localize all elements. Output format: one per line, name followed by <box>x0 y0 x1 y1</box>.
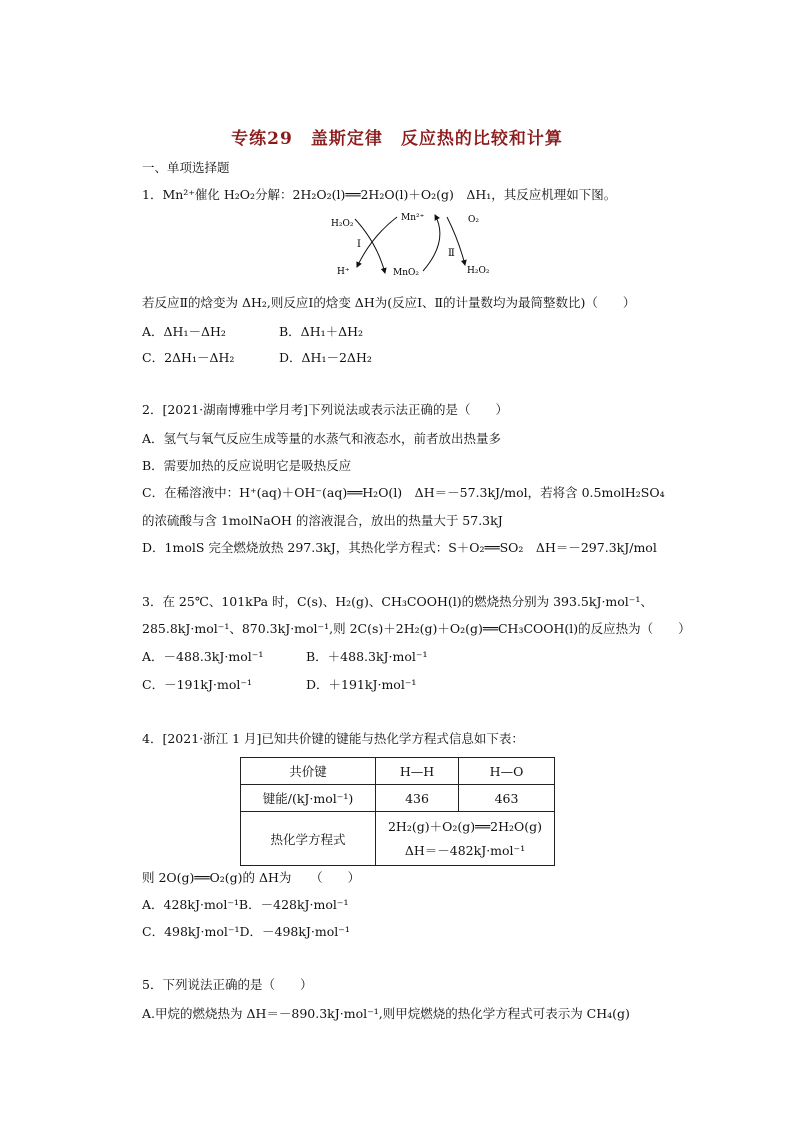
table-header-bond: 共价键 <box>241 758 376 785</box>
equation-line-2: ΔH＝－482kJ·mol⁻¹ <box>404 842 526 858</box>
label-mno2: MnO₂ <box>393 268 419 278</box>
section-heading: 一、单项选择题 <box>142 160 230 175</box>
q1-option-a: A．ΔH₁－ΔH₂ <box>142 324 226 339</box>
q4-stem: 4．[2021·浙江 1 月]已知共价键的键能与热化学方程式信息如下表： <box>142 731 524 746</box>
table-cell-equation <box>376 812 555 866</box>
label-h2o2-right: H₂O₂ <box>467 266 490 276</box>
bond-energy-table <box>240 757 555 866</box>
q3-option-a: A．－488.3kJ·mol⁻¹ <box>142 649 264 664</box>
reaction-mechanism-diagram <box>325 205 500 280</box>
label-hplus: H⁺ <box>337 267 350 277</box>
q4-options-cd: C．498kJ·mol⁻¹D．－498kJ·mol⁻¹ <box>142 924 350 939</box>
table-cell-ho-energy: 463 <box>459 785 555 812</box>
q5-stem: 5．下列说法正确的是（ ） <box>142 977 313 992</box>
q1-option-c: C．2ΔH₁－ΔH₂ <box>142 350 235 365</box>
q1-option-b: B．ΔH₁＋ΔH₂ <box>279 324 364 339</box>
table-cell-hh-energy: 436 <box>376 785 459 812</box>
arrow-mno2-to-mn <box>423 215 440 271</box>
q2-option-c-line1: C．在稀溶液中：H⁺(aq)＋OH⁻(aq)══H₂O(l) ΔH＝－57.3kJ/mol，若将含 0.5molH₂SO₄ <box>142 485 665 500</box>
label-o2: O₂ <box>468 215 479 225</box>
q2-option-a: A．氢气与氧气反应生成等量的水蒸气和液态水，前者放出热量多 <box>142 431 502 446</box>
table-row-label-equation: 热化学方程式 <box>241 812 376 866</box>
q2-option-b: B．需要加热的反应说明它是吸热反应 <box>142 458 352 473</box>
label-mn2plus: Mn²⁺ <box>401 213 425 223</box>
page-title: 专练29 盖斯定律 反应热的比较和计算 <box>231 129 563 149</box>
q3-line2: 285.8kJ·mol⁻¹、870.3kJ·mol⁻¹,则 2C(s)＋2H₂(g)＋O₂(g)══CH₃COOH(l)的反应热为（ ） <box>142 621 691 636</box>
q3-option-b: B．＋488.3kJ·mol⁻¹ <box>306 649 428 664</box>
table-row-label-energy: 键能/(kJ·mol⁻¹) <box>241 785 376 812</box>
q2-option-c-line2: 的浓硫酸与含 1molNaOH 的溶液混合，放出的热量大于 57.3kJ <box>142 513 503 528</box>
q4-options-ab: A．428kJ·mol⁻¹B．－428kJ·mol⁻¹ <box>142 897 349 912</box>
q1-question: 若反应Ⅱ的焓变为 ΔH₂,则反应Ⅰ的焓变 ΔH为(反应Ⅰ、Ⅱ的计量数均为最简整数比)（ ） <box>142 295 636 310</box>
q5-option-a: A.甲烷的燃烧热为 ΔH＝－890.3kJ·mol⁻¹,则甲烷燃烧的热化学方程式可表示为 CH₄(g) <box>142 1006 630 1021</box>
q2-option-d: D．1molS 完全燃烧放热 297.3kJ，其热化学方程式：S＋O₂══SO₂ ΔH＝－297.3kJ/mol <box>142 540 657 555</box>
q3-line1: 3．在 25℃、101kPa 时，C(s)、H₂(g)、CH₃COOH(l)的燃烧热分别为 393.5kJ·mol⁻¹、 <box>142 594 653 609</box>
q3-option-c: C．－191kJ·mol⁻¹ <box>142 677 252 692</box>
label-roman-1: Ⅰ <box>357 239 361 250</box>
table-header-ho: H—O <box>459 758 555 785</box>
q1-stem: 1．Mn²⁺催化 H₂O₂分解：2H₂O₂(l)══2H₂O(l)＋O₂(g) ΔH₁，其反应机理如下图。 <box>142 187 617 202</box>
label-roman-2: Ⅱ <box>448 248 455 259</box>
q4-question: 则 2O(g)══O₂(g)的 ΔH为 （ ） <box>142 870 361 885</box>
q3-option-d: D．＋191kJ·mol⁻¹ <box>306 677 417 692</box>
label-h2o2-left: H₂O₂ <box>331 219 354 229</box>
q1-option-d: D．ΔH₁－2ΔH₂ <box>279 350 372 365</box>
equation-line-1: 2H₂(g)＋O₂(g)══2H₂O(g) <box>387 818 543 834</box>
arrow-mn-to-hplus <box>357 217 397 267</box>
q2-stem: 2．[2021·湖南博雅中学月考]下列说法或表示法正确的是（ ） <box>142 402 508 417</box>
table-header-hh: H—H <box>376 758 459 785</box>
